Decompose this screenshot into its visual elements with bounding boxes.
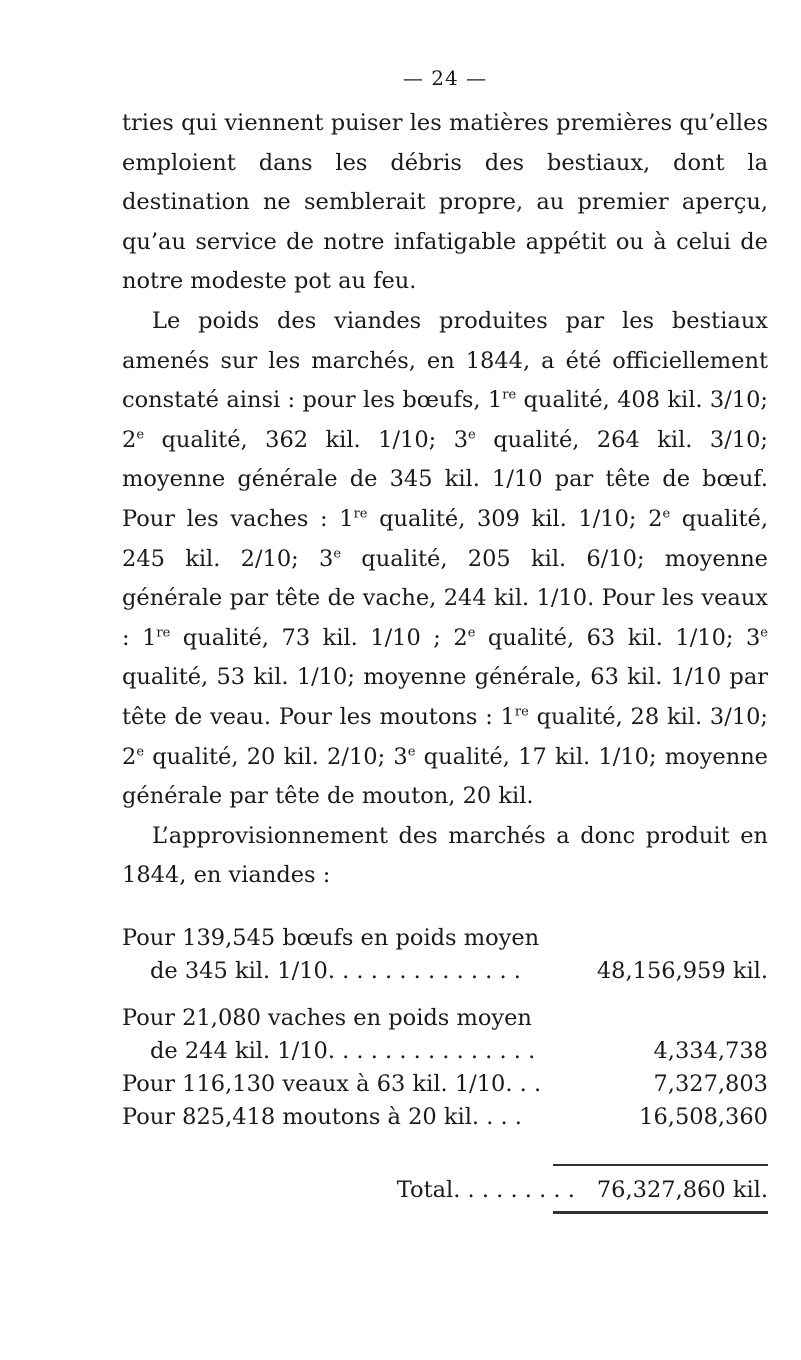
paragraph-meat-weights: Le poids des viandes produites par les bestiaux amenés sur les marchés, en 1844, a été officiellement constaté ainsi : pour les bœufs, 1re qualité, 408 kil. 3/10; 2e qualité, 362 kil. 1/10; 3e qualité, 264 kil. 3/10; moyenne générale de 345 kil. 1/10 par tête de bœuf. Pour les vaches : 1re qualité, 309 kil. 1/10; 2e qualité, 245 kil. 2/10; 3e qualité, 205 kil. 6/10; moyenne générale par tête de vache, 244 kil. 1/10. Pour les veaux : 1re qualité, 73 kil. 1/10 ; 2e qualité, 63 kil. 1/10; 3e qualité, 53 kil. 1/10; moyenne générale, 63 kil. 1/10 par tête de veau. Pour les moutons : 1re qualité, 28 kil. 3/10; 2e qualité, 20 kil. 2/10; 3e qualité, 17 kil. 1/10; moyenne générale par tête de mouton, 20 kil. <box>122 307 768 810</box>
row-label: Pour 825,418 moutons à 20 kil. . . . <box>122 1103 522 1130</box>
document-page <box>122 66 768 1214</box>
row-label: Pour 116,130 veaux à 63 kil. 1/10. . . <box>122 1070 542 1097</box>
row-amount: 16,508,360 <box>639 1103 768 1130</box>
row-label: de 345 kil. 1/10. . . . . . . . . . . . . . <box>150 957 521 984</box>
total-divider <box>553 1164 768 1166</box>
page-number: — 24 — <box>402 66 488 90</box>
table-row <box>122 1068 768 1101</box>
table-row <box>122 1101 768 1134</box>
total-amount: 76,327,860 kil. <box>596 1176 768 1203</box>
total-label: Total. . . . . . . . . <box>396 1176 575 1203</box>
row-label: de 244 kil. 1/10. . . . . . . . . . . . . . . <box>150 1037 536 1064</box>
meat-supply-table <box>122 922 768 1214</box>
paragraph-continuation: tries qui viennent puiser les matières premières qu’elles emploient dans les débris des bestiaux, dont la destination ne semblerait propre, au premier aperçu, qu’au service de notre infatigable appétit ou à celui de notre modeste pot au feu. <box>122 110 768 295</box>
row-amount: 48,156,959 kil. <box>596 957 768 984</box>
row-amount: 7,327,803 <box>653 1070 768 1097</box>
row-amount: 4,334,738 <box>653 1037 768 1064</box>
table-row <box>122 922 768 988</box>
row-label: Pour 139,545 bœufs en poids moyen <box>122 924 540 951</box>
row-label: Pour 21,080 vaches en poids moyen <box>122 1004 532 1031</box>
table-row <box>122 1002 768 1068</box>
total-row <box>122 1174 768 1207</box>
total-underline <box>553 1211 768 1214</box>
paragraph-approvisionnement: L’approvisionnement des marchés a donc produit en 1844, en viandes : <box>122 822 768 889</box>
